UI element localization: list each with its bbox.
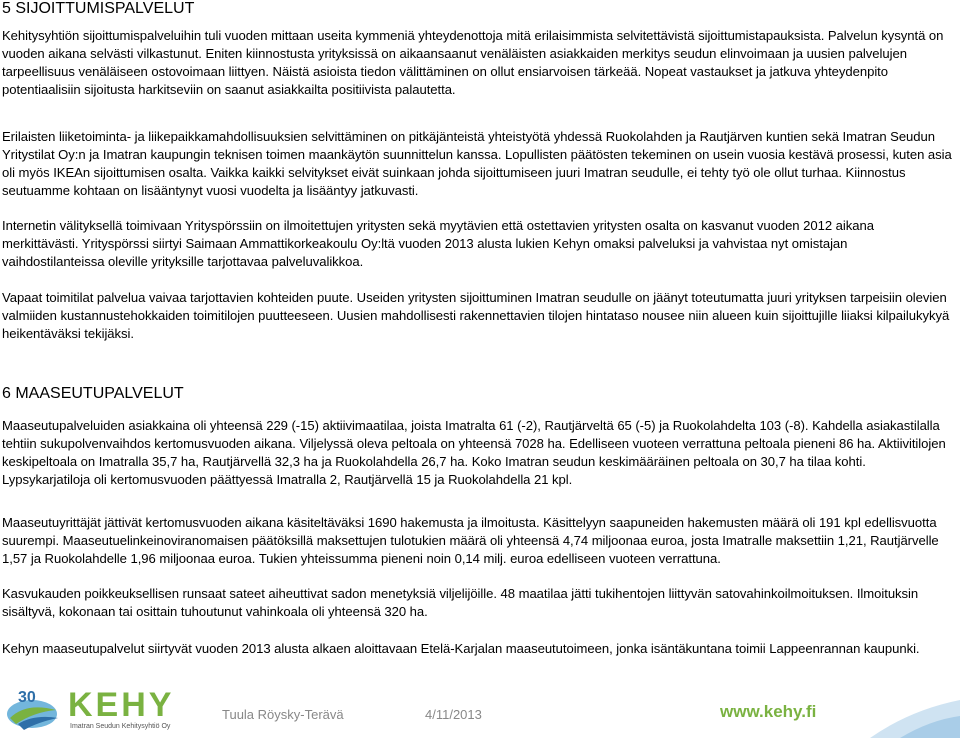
- paragraph: Kehyn maaseutupalvelut siirtyvät vuoden 2013 alusta alkaen aloittavaan Etelä-Karjalan maaseututoimeen, jonka isäntäkuntana toimii Lappeenrannan kaupunki.: [2, 641, 920, 656]
- kehy-logo-subtitle: Imatran Seudun Kehitysyhtiö Oy: [70, 723, 171, 730]
- paragraph: Kehitysyhtiön sijoittumispalveluihin tuli vuoden mittaan useita kymmeniä yhteydenottoja mitä erilaisimmista selvitettävistä sijoittumistapauksista. Palvelun kysyntä on vuoden aikana selvästi vilkastunut. Eniten kiinnostusta yrityksissä on aikaansaanut venäläisten asiakkaiden merkitys seudun elinvoimaan ja uusien palvelujen tarpeellisuus venäläiseen ostovoimaan liittyen. Näistä asioista tiedon välittäminen on ollut ensiarvoisen tärkeää. Nopeat vastaukset ja jatkuva yhteydenpito potentiaalisiin sijoitusta harkitseviin on saanut asiakkailta positiivista palautetta.: [2, 28, 944, 97]
- footer-wave-decoration: [780, 680, 960, 738]
- paragraph: Maaseutupalveluiden asiakkaina oli yhteensä 229 (-15) aktiivimaatilaa, joista Imatralta 61 (-2), Rautjärveltä 65 (-5) ja Ruokolahdelta 103 (-8). Kahdella asiakastilalla tehtiin sukupolvenvaihdos kertomusvuoden aikana. Viljelyssä oleva peltoala on yhteensä 7028 ha. Edelliseen vuoteen verrattuna peltoala pieneni 86 ha. Aktiivitilojen keskipeltoala on Imatralla 35,7 ha, Rautjärvellä 32,3 ha ja Ruokolahdella 26,7 ha. Koko Imatran seudun keskimääräinen peltoala on 30,7 ha tilaa kohti. Lypsykarjatiloja oli kertomusvuoden päättyessä Imatralla 2, Rautjärvellä 15 ja Ruokolahdella 21 kpl.: [2, 418, 946, 487]
- section-heading-maaseutupalvelut: 6 MAASEUTUPALVELUT: [2, 385, 184, 402]
- footer-website-link[interactable]: www.kehy.fi: [720, 702, 817, 721]
- section-heading-sijoittumispalvelut: 5 SIJOITTUMISPALVELUT: [2, 0, 195, 17]
- paragraph: Maaseutuyrittäjät jättivät kertomusvuoden aikana käsiteltäväksi 1690 hakemusta ja ilmoitusta. Käsittelyyn saapuneiden hakemusten määrä oli 191 kpl edellisvuotta suurempi. Maaseutuelinkeinoviranomaisen päätöksillä maksettujen tulotukien määrä oli yhteensä 4,74 miljoonaa euroa, josta Imatralle maksettiin 1,21, Rautjärvelle 1,57 ja Ruokolahdelle 1,96 miljoonaa euroa. Tukien yhteissumma pieneni noin 0,14 milj. euroa edelliseen vuoteen verrattuna.: [2, 515, 939, 566]
- footer-date: 4/11/2013: [425, 707, 482, 722]
- paragraph: Internetin välityksellä toimivaan Yrityspörssiin on ilmoitettujen yritysten sekä myytävien että ostettavien yritysten osalta on kasvanut vuoden 2012 aikana merkittävästi. Yrityspörssi siirtyi Saimaan Ammattikorkeakoulu Oy:ltä vuoden 2013 alusta lukien Kehyn omaksi palveluksi ja vahvistaa nyt omistajan vaihdostilanteissa oleville yrityksille tarjottavaa palveluvalikkoa.: [2, 218, 874, 269]
- kehy-logo-icon: [4, 684, 64, 734]
- paragraph: Kasvukauden poikkeuksellisen runsaat sateet aiheuttivat sadon menetyksiä viljelijöille. 48 maatilaa jätti tukihentojen liittyvän satovahinkoilmoituksen. Ilmoituksin sisältyvä, kokonaan tai osittain tuhoutunut vahinkoala oli yhteensä 320 ha.: [2, 586, 919, 619]
- paragraph: Erilaisten liiketoiminta- ja liikepaikkamahdollisuuksien selvittäminen on pitkäjänteistä yhteistyötä yhdessä Ruokolahden ja Rautjärven kuntien sekä Imatran Seudun Yritystilat Oy:n ja Imatran kaupungin teknisen toimen maankäytön suunnittelun kanssa. Lopullisten päätösten tekeminen on usein vuosia kestävä prosessi, kuten asia oli myös IKEAn sijoittumisen osalta. Vaikka kaikki selvitykset eivät suinkaan johda sijoittumiseen juuri Imatran seudulle, ei tehty työ ole ollut turhaa. Kiinnostus seutuamme kohtaan on lisääntynyt vuosi vuodelta ja lisääntyy jatkuvasti.: [2, 129, 952, 198]
- paragraph: Vapaat toimitilat palvelua vaivaa tarjottavien kohteiden puute. Useiden yritysten sijoittuminen Imatran seudulle on jäänyt toteutumatta juuri yrityksen tarpeisiin olevien valmiiden kustannustehokkaiden toimitilojen puutteeseen. Uusien mahdollisesti rakennettavien tilojen hintataso nousee niin alueen kuin sijoittujille liiaksi kilpailukykyä heikentäväksi tekijäksi.: [2, 290, 950, 341]
- kehy-logo-text: KEHY: [68, 686, 175, 724]
- footer-author: Tuula Röysky-Terävä: [222, 707, 344, 722]
- page-footer: [0, 680, 960, 738]
- logo-badge-text: 30: [18, 689, 36, 706]
